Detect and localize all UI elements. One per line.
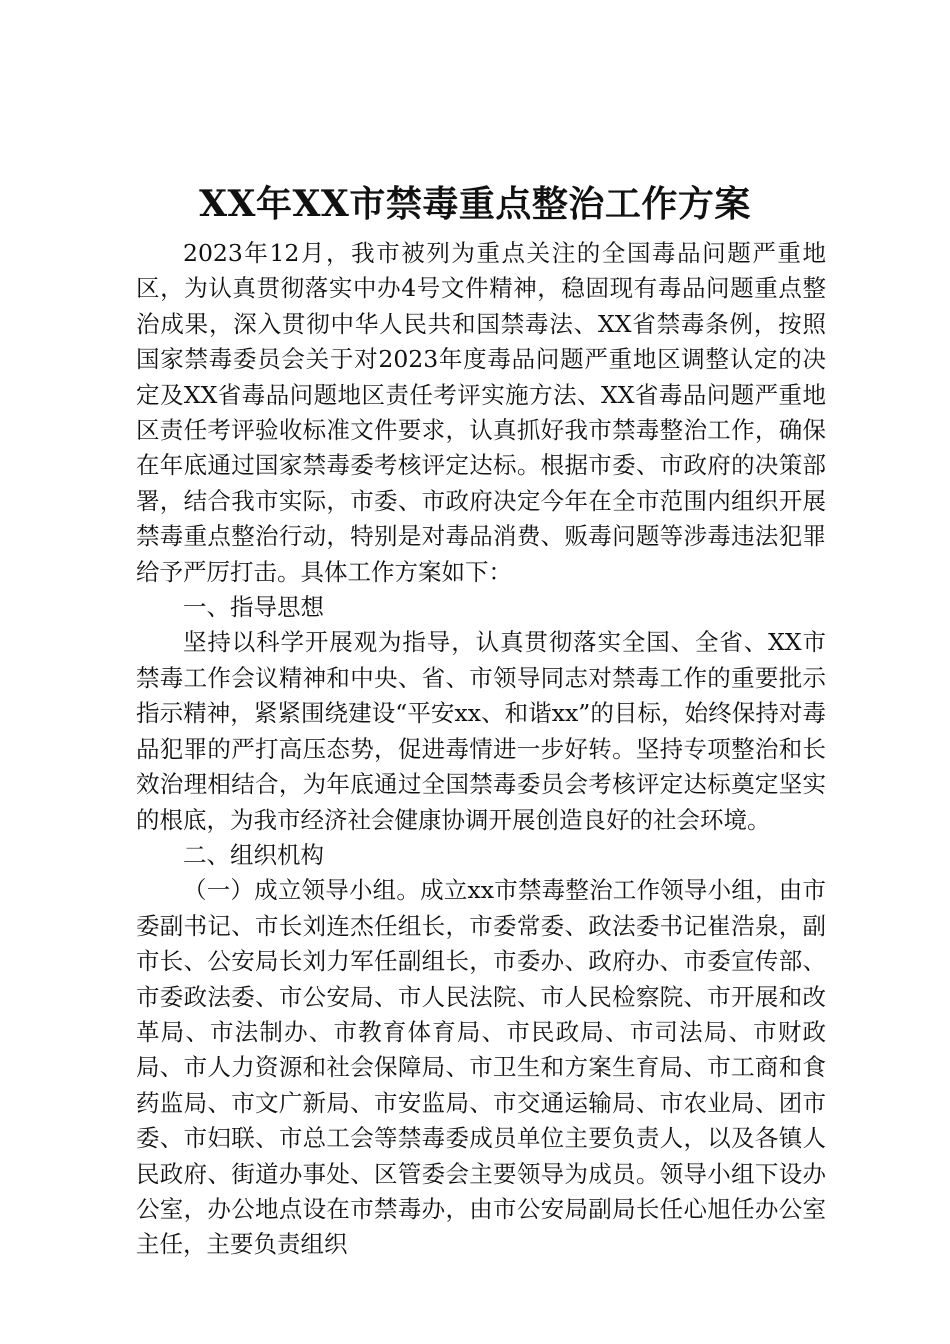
paragraph-intro: 2023年12月，我市被列为重点关注的全国毒品问题严重地区，为认真贯彻落实中办4号文件精神，稳固现有毒品问题重点整治成果，深入贯彻中华人民共和国禁毒法、XX省禁毒条例，按照国家禁毒委员会关于对2023年度毒品问题严重地区调整认定的决定及XX省毒品问题地区责任考评实施方法、XX省毒品问题严重地区责任考评验收标准文件要求，认真抓好我市禁毒整治工作，确保在年底通过国家禁毒委考核评定达标。根据市委、市政府的决策部署，结合我市实际，市委、市政府决定今年在全市范围内组织开展禁毒重点整治行动，特别是对毒品消费、贩毒问题等涉毒违法犯罪给予严厉打击。具体工作方案如下： [136, 239, 826, 586]
document-body [136, 236, 826, 1263]
paragraph-leading-group: （一）成立领导小组。成立xx市禁毒整治工作领导小组，由市委副书记、市长刘连杰任组长，市委常委、政法委书记崔浩泉，副市长、公安局长刘力军任副组长，市委办、政府办、市委宣传部、市委政法委、市公安局、市人民法院、市人民检察院、市开展和改革局、市法制办、市教育体育局、市民政局、市司法局、市财政局、市人力资源和社会保障局、市卫生和方案生育局、市工商和食药监局、市文广新局、市安监局、市交通运输局、市农业局、团市委、市妇联、市总工会等禁毒委成员单位主要负责人，以及各镇人民政府、街道办事处、区管委会主要领导为成员。领导小组下设办公室，办公地点设在市禁毒办，由市公安局副局长任心旭任办公室主任，主要负责组织 [136, 876, 826, 1259]
document-title: XX年XX市禁毒重点整治工作方案 [199, 183, 751, 225]
section-heading-guiding-ideology: 一、指导思想 [183, 593, 324, 622]
paragraph-guiding-ideology: 坚持以科学开展观为指导，认真贯彻落实全国、全省、XX市禁毒工作会议精神和中央、省、市领导同志对禁毒工作的重要批示指示精神，紧紧围绕建设“平安xx、和谐xx”的目标，始终保持对毒品犯罪的严打高压态势，促进毒情进一步好转。坚持专项整治和长效治理相结合，为年底通过全国禁毒委员会考核评定达标奠定坚实的根底，为我市经济社会健康协调开展创造良好的社会环境。 [136, 628, 826, 834]
section-heading-organization: 二、组织机构 [183, 840, 324, 869]
